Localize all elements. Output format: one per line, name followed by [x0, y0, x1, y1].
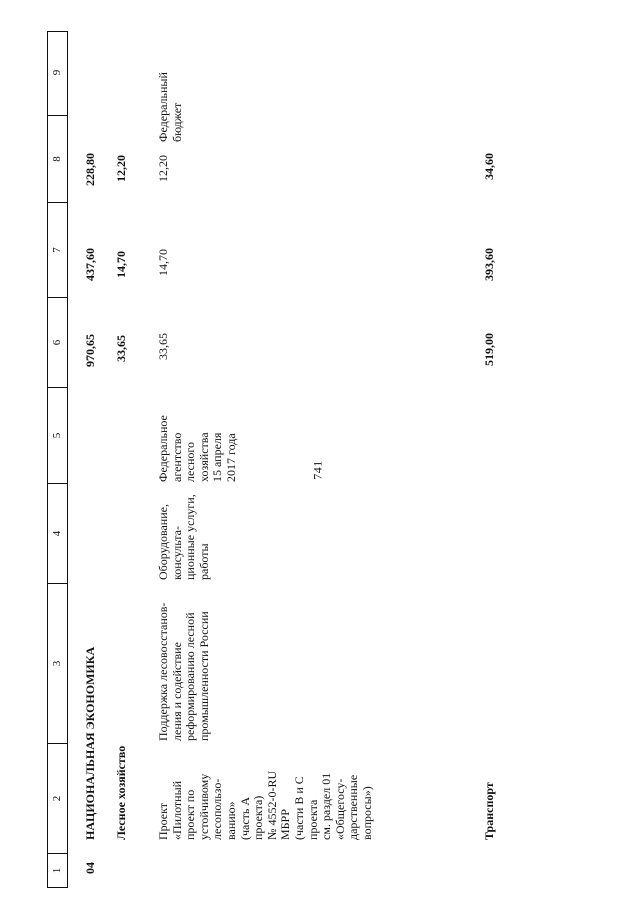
subsection-title-forestry: Лесное хозяйство	[114, 745, 128, 840]
project-col6: 33,65	[156, 333, 170, 360]
national-economy-col6: 970,65	[83, 334, 97, 367]
column-header-7: 7	[48, 202, 67, 297]
page-number: 741	[310, 460, 325, 480]
project-executor: Федеральное агентство лесного хозяйства 15 апреля 2017 года	[156, 415, 238, 482]
forestry-col6: 33,65	[114, 335, 128, 362]
transport-col8: 34,60	[482, 153, 496, 180]
column-header-3: 3	[48, 583, 67, 743]
transport-col7: 393,60	[482, 248, 496, 281]
section-code: 04	[83, 862, 97, 874]
column-header-2: 2	[48, 743, 67, 853]
project-funding-source: Федеральный бюджет	[156, 72, 184, 142]
rotated-table	[47, 31, 637, 888]
forestry-col8: 12,20	[114, 155, 128, 182]
forestry-col7: 14,70	[114, 251, 128, 278]
project-name: Проект «Пилотный проект по устойчивому лесопользо- ванию» (часть А проекта) № 4552-0-RU МБРР (части В и С проекта см. раздел 01 «Общегосу- дарственные вопросы»)	[156, 770, 374, 840]
subsection-title-transport: Транспорт	[482, 782, 496, 840]
project-purpose: Поддержка лесовосстанов- ления и содействие реформированию лесной промышленности России	[156, 602, 211, 741]
project-col7: 14,70	[156, 249, 170, 276]
project-expense-type: Оборудование, консульта- ционные услуги, работы	[156, 494, 211, 580]
column-header-5: 5	[48, 387, 67, 483]
column-header-1: 1	[48, 853, 67, 887]
column-header-8: 8	[48, 115, 67, 202]
column-header-9: 9	[51, 69, 63, 76]
section-title: НАЦИОНАЛЬНАЯ ЭКОНОМИКА	[83, 646, 97, 840]
table-header-row	[47, 31, 68, 888]
column-header-4: 4	[48, 483, 67, 583]
national-economy-col7: 437,60	[83, 248, 97, 281]
project-col8: 12,20	[156, 155, 170, 182]
column-header-6: 6	[48, 297, 67, 387]
transport-col6: 519,00	[482, 333, 496, 366]
national-economy-col8: 228,80	[83, 153, 97, 186]
